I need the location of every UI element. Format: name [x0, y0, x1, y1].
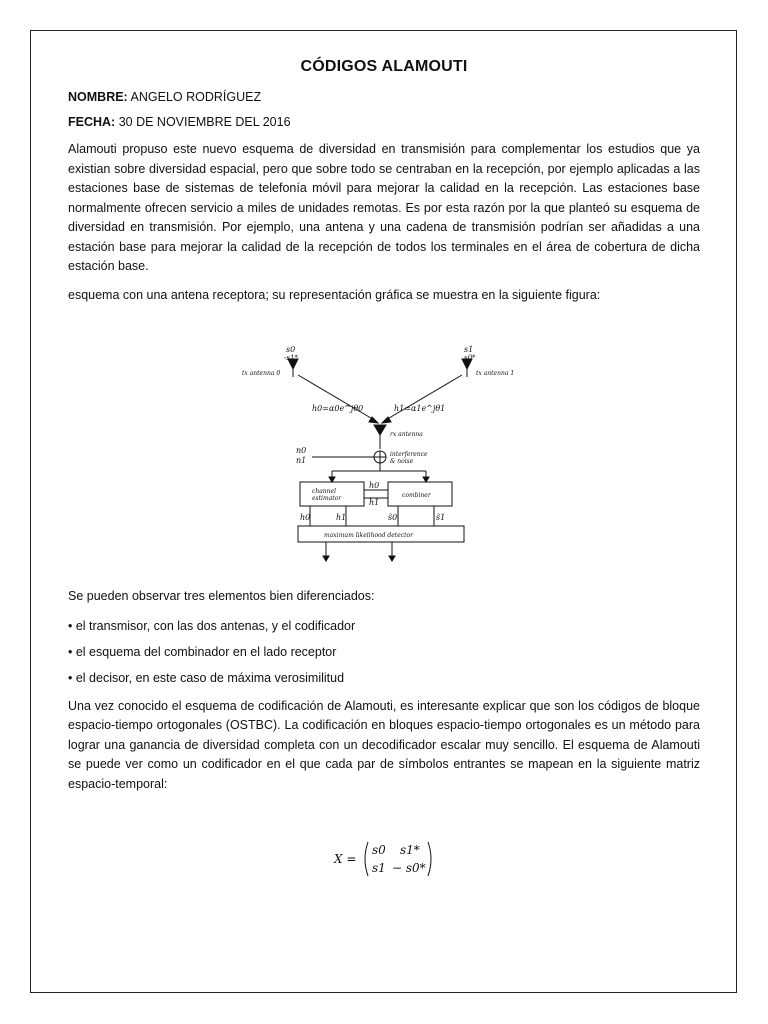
- alamouti-matrix: [334, 834, 434, 884]
- ostbc-paragraph: Una vez conocido el esquema de codificación de Alamouti, es interesante explicar que son los códigos de bloque espacio-tiempo ortogonales (OSTBC). La codificación en bloques espacio-tiempo ortogonales es un método para lograr una ganancia de diversidad completa con un decodificador escalar muy sencillo. El esquema de Alamouti se puede ver como un codificador en el que cada par de símbolos entrantes se mapean en la siguiente matriz espacio-temporal:: [68, 698, 700, 791]
- detector-input-h1: h1: [336, 513, 347, 522]
- nombre-label: NOMBRE:: [68, 90, 128, 104]
- detector-input-s1-tilde: s̃1: [436, 513, 446, 522]
- alamouti-diagram: [242, 345, 518, 573]
- rx-antenna-icon: [374, 425, 386, 435]
- combiner-label: combiner: [402, 492, 431, 499]
- detector-input-s0-tilde: s̃0: [388, 513, 398, 522]
- document-title: CÓDIGOS ALAMOUTI: [300, 58, 468, 75]
- fecha-value: 30 DE NOVIEMBRE DEL 2016: [118, 115, 291, 129]
- matrix-left-bracket: [365, 842, 368, 876]
- list-item: • el transmisor, con las dos antenas, y el codificador: [68, 618, 356, 633]
- figure-intro-paragraph: esquema con una antena receptora; su representación gráfica se muestra en la siguiente figura:: [68, 287, 601, 302]
- matrix-a12: s1*: [400, 843, 420, 857]
- fecha-label: FECHA:: [68, 115, 116, 129]
- nombre-field: [68, 90, 700, 104]
- tx1-symbol-s0-conj: s0*: [464, 354, 476, 362]
- elements-intro: Se pueden observar tres elementos bien diferenciados:: [68, 589, 375, 603]
- intro-paragraph: Alamouti propuso este nuevo esquema de diversidad en transmisión para complementar los estudios que ya existian sobre diversidad espacial, pero que sobre todo se centraban en la recepción, por ejemplo aplicadas a las estaciones base de sistemas de telefonía móvil para mejorar la calidad en la recepción. Las estaciones base normalmente ofrecen servicio a miles de unidades remotas. Es por esta razón por la que planteó su esquema de diversidad en transmisión. Por ejemplo, una antena y una cadena de transmisión podrían ser añadidas a una estación base para mejorar la calidad de la recepción de todos los terminales en el área de cobertura de dicha estación base.: [68, 142, 700, 273]
- matrix-lhs: X =: [334, 852, 357, 866]
- estimator-label-line2: estimator: [312, 495, 342, 502]
- channel-h1-equation: h1=α1e^jθ1: [394, 404, 446, 413]
- channel-h1-path: [384, 375, 462, 421]
- channel-h0-equation: h0=α0e^jθ0: [312, 404, 364, 413]
- tx0-symbol-s0: s0: [286, 345, 296, 354]
- tx1-symbol-s1: s1: [464, 345, 474, 354]
- noise-n1-label: n1: [296, 456, 307, 465]
- nombre-value: ANGELO RODRÍGUEZ: [130, 90, 262, 104]
- ml-detector-label: maximum likelihood detector: [324, 532, 414, 539]
- fecha-field: [68, 115, 700, 129]
- channel-h0-path: [298, 375, 376, 421]
- noise-label: & noise: [390, 458, 414, 465]
- tx-antenna-1-label: tx antenna 1: [476, 370, 515, 377]
- document-body: [68, 58, 700, 884]
- elements-list: [68, 619, 700, 685]
- alamouti-diagram-svg: [242, 345, 518, 573]
- matrix-a21: s1: [372, 861, 386, 875]
- tx-antenna-0-label: tx antenna 0: [242, 370, 281, 377]
- rx-antenna-label: rx antenna: [390, 431, 423, 438]
- list-item: • el decisor, en este caso de máxima verosimilitud: [68, 670, 345, 685]
- matrix-a11: s0: [372, 843, 386, 857]
- combiner-input-h1: h1: [369, 498, 380, 507]
- alamouti-matrix-svg: [334, 834, 434, 884]
- tx0-symbol-neg-s1: -s1*: [284, 354, 298, 362]
- matrix-a22: − s0*: [392, 861, 426, 875]
- noise-n0-label: n0: [296, 446, 307, 455]
- interference-label: interference: [390, 451, 428, 458]
- list-item: • el esquema del combinador en el lado receptor: [68, 644, 337, 659]
- matrix-right-bracket: [428, 842, 431, 876]
- estimator-label-line1: channel: [312, 488, 336, 495]
- combiner-input-h0: h0: [369, 481, 380, 490]
- detector-input-h0: h0: [300, 513, 311, 522]
